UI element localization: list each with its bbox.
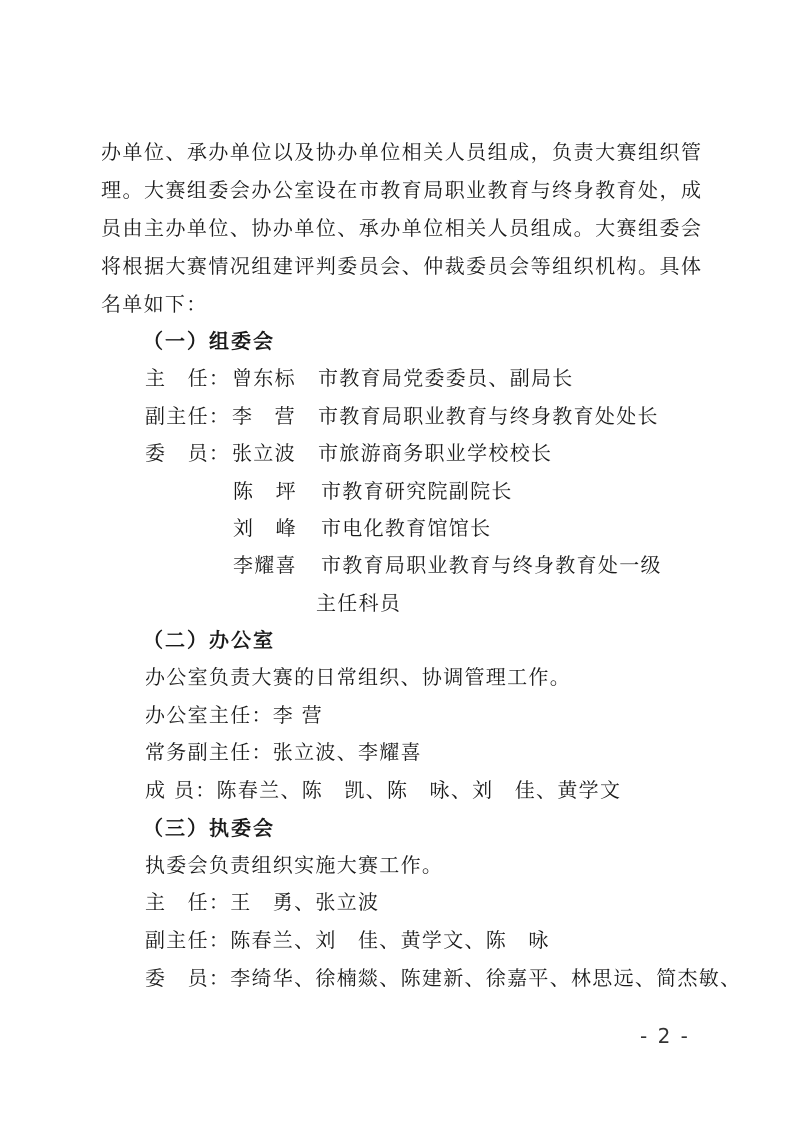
- oc-member-name: 陈 坪: [233, 479, 297, 503]
- oc-director-role: 主 任：: [145, 366, 231, 390]
- oc-member-title: 市电化教育馆馆长: [321, 516, 492, 540]
- ec-deputy-director: 副主任：陈春兰、刘 佳、黄学文、陈 咏: [145, 928, 550, 952]
- oc-member-name: 张立波: [232, 441, 296, 465]
- office-director: 办公室主任：李 营: [145, 703, 324, 727]
- oc-deputy-name: 李 营: [232, 404, 296, 428]
- oc-member-title: 市教育研究院副院长: [321, 479, 513, 503]
- ec-description: 执委会负责组织实施大赛工作。: [145, 853, 444, 877]
- section-heading-executive-committee: （三）执委会: [143, 816, 275, 840]
- intro-line-2: 理。大赛组委会办公室设在市教育局职业教育与终身教育处，成: [101, 178, 701, 202]
- intro-line-4: 将根据大赛情况组建评判委员会、仲裁委员会等组织机构。具体: [101, 254, 701, 278]
- oc-member-name: 刘 峰: [233, 516, 297, 540]
- oc-member-title: 市教育局职业教育与终身教育处一级: [321, 553, 662, 577]
- oc-member-title-continued: 主任科员: [316, 591, 402, 615]
- office-executive-deputy: 常务副主任：张立波、李耀喜: [145, 740, 422, 764]
- page-number: - 2 -: [640, 1024, 690, 1048]
- oc-member-name: 李耀喜: [233, 553, 297, 577]
- intro-line-5: 名单如下：: [101, 292, 208, 316]
- section-heading-office: （二）办公室: [143, 628, 275, 652]
- office-description: 办公室负责大赛的日常组织、协调管理工作。: [145, 665, 571, 689]
- oc-director-title: 市教育局党委委员、副局长: [318, 366, 574, 390]
- intro-line-3: 员由主办单位、协办单位、承办单位相关人员组成。大赛组委会: [101, 216, 701, 240]
- ec-members: 委 员：李绮华、徐楠燚、陈建新、徐嘉平、林思远、简杰敏、: [145, 966, 742, 990]
- oc-member-title: 市旅游商务职业学校校长: [318, 441, 553, 465]
- intro-line-1: 办单位、承办单位以及协办单位相关人员组成，负责大赛组织管: [101, 140, 701, 164]
- ec-director: 主 任：王 勇、张立波: [145, 890, 380, 914]
- oc-members-role: 委 员：: [145, 441, 231, 465]
- oc-deputy-role: 副主任：: [145, 404, 231, 428]
- office-members: 成 员：陈春兰、陈 凯、陈 咏、刘 佳、黄学文: [145, 778, 622, 802]
- oc-director-name: 曾东标: [232, 366, 296, 390]
- oc-deputy-title: 市教育局职业教育与终身教育处处长: [318, 404, 659, 428]
- section-heading-organizing-committee: （一）组委会: [143, 329, 275, 353]
